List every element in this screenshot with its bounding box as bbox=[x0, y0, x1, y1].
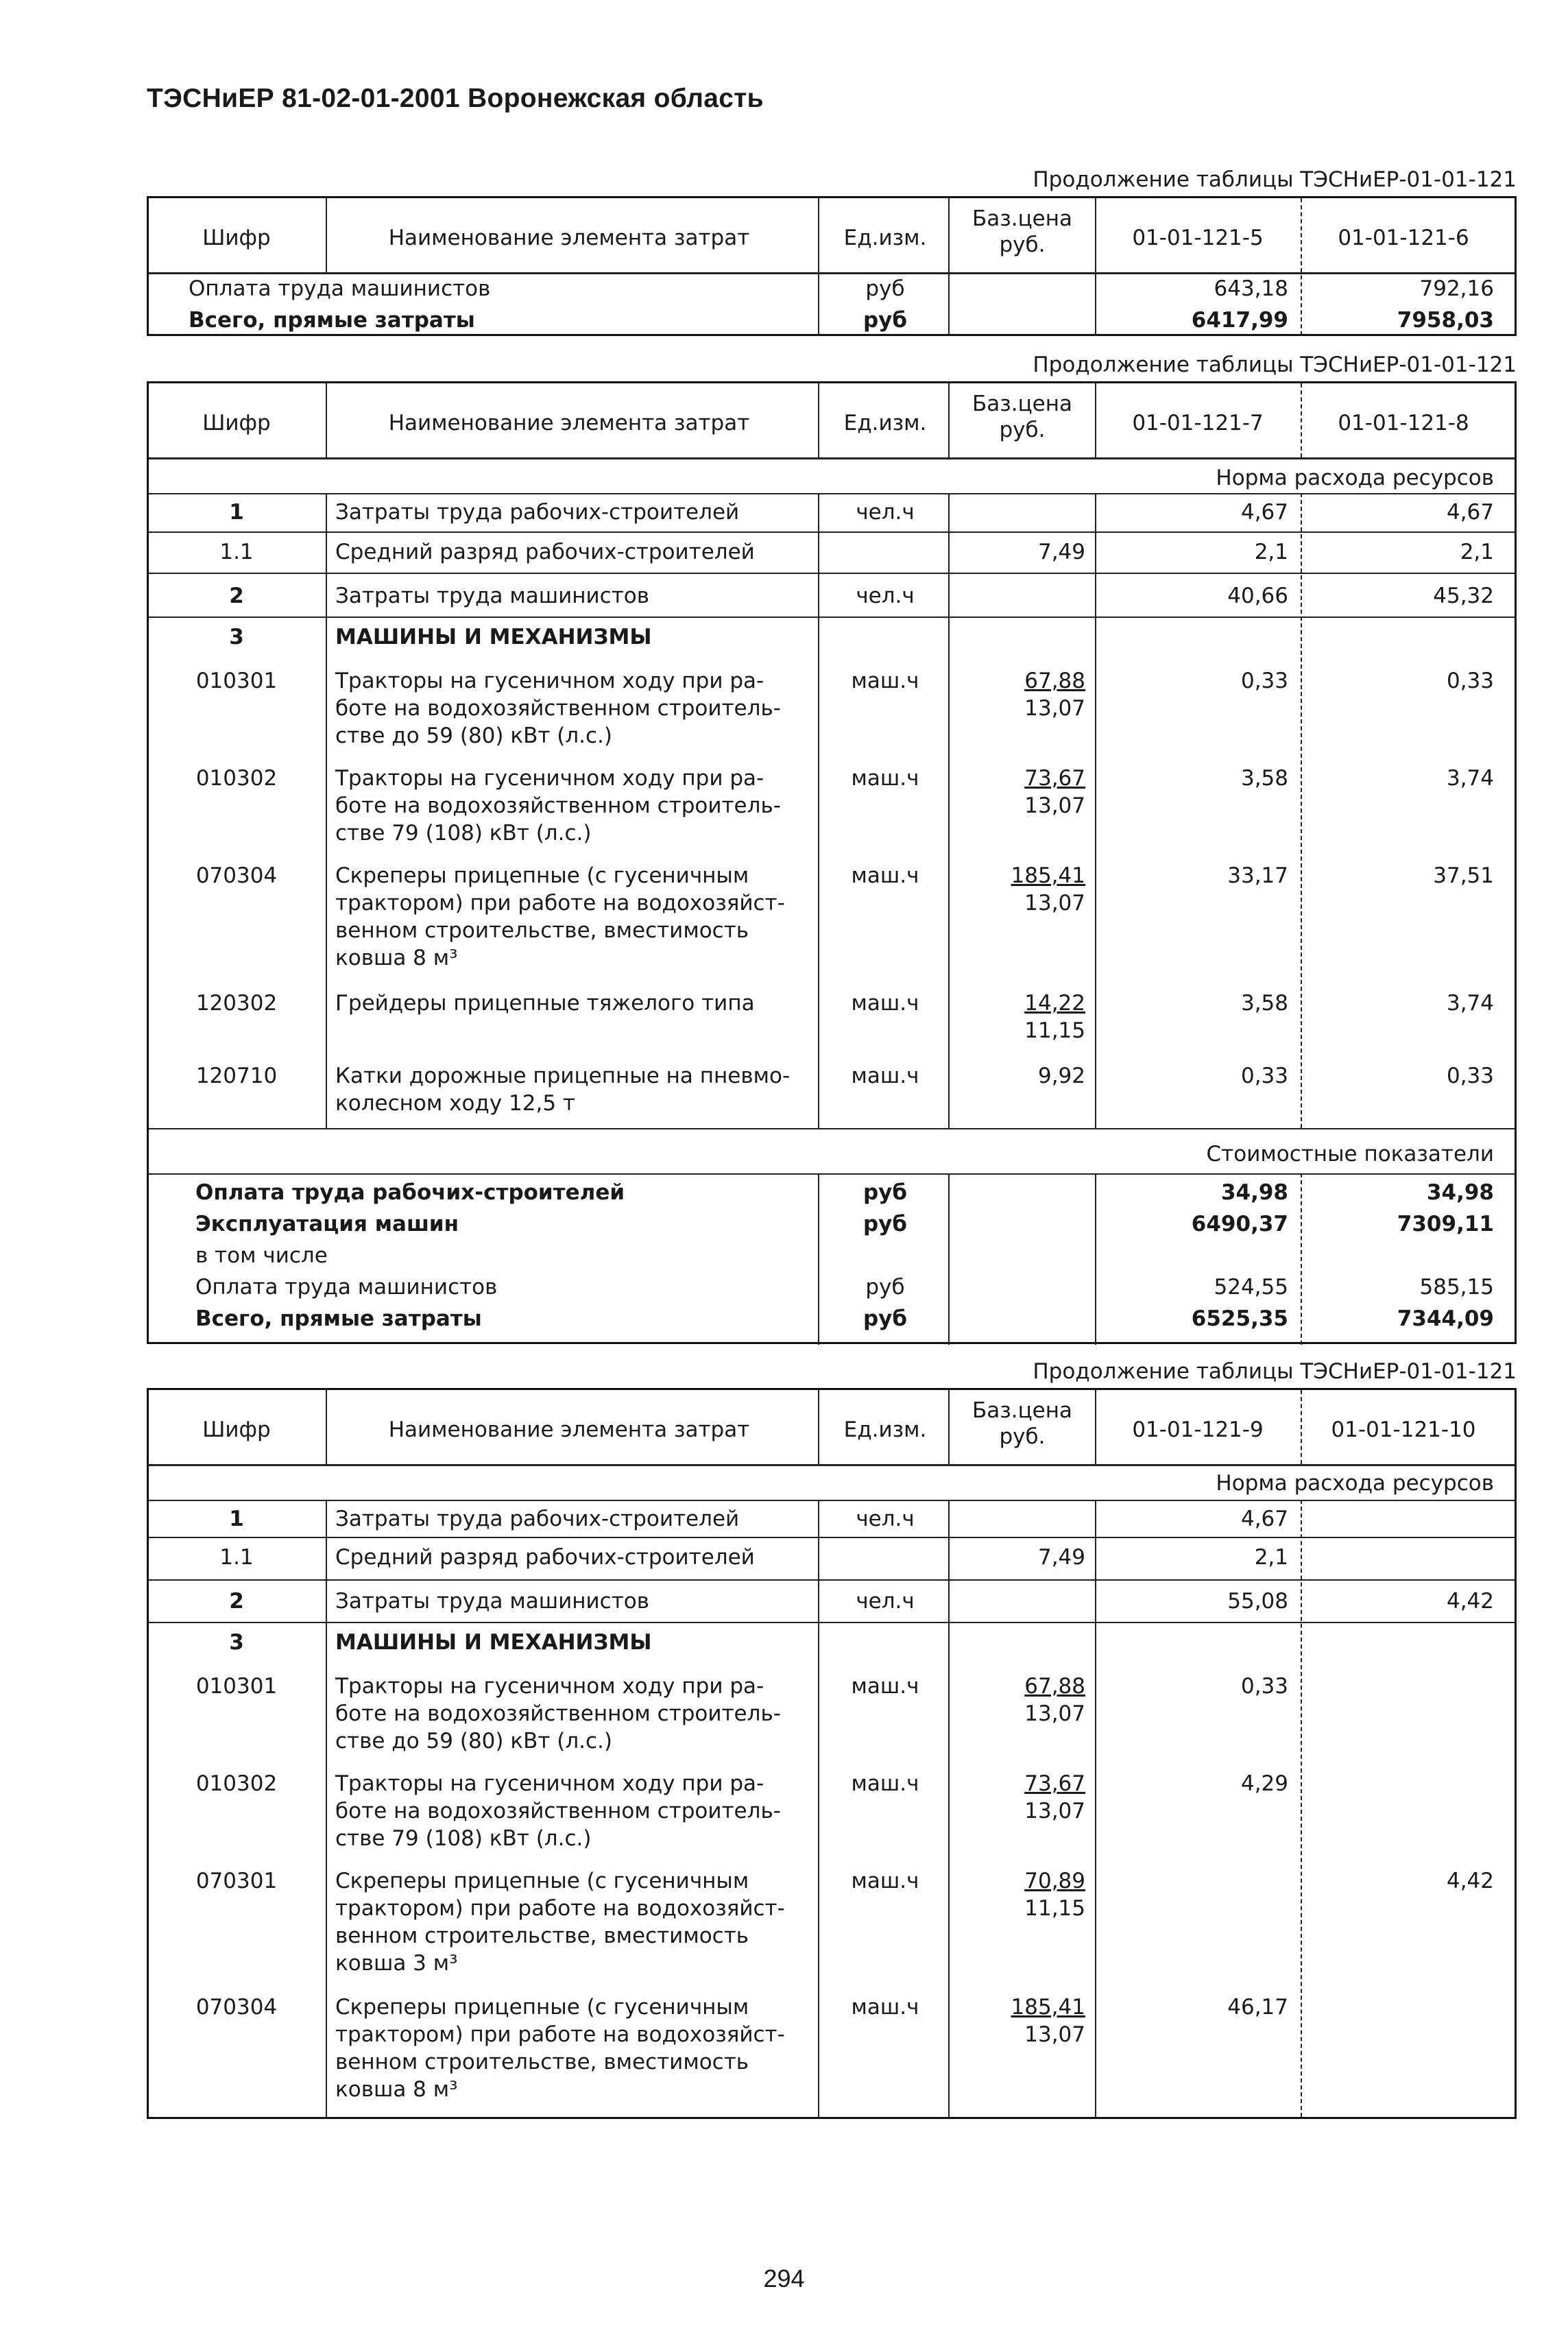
row-name: Скреперы прицепные (с гусеничным bbox=[335, 863, 749, 888]
row-price-secondary: 13,07 bbox=[1024, 793, 1085, 818]
header-price-unit: руб. bbox=[999, 232, 1046, 257]
row-value-b: 0,33 bbox=[1446, 669, 1494, 693]
column-divider bbox=[1095, 1173, 1096, 1345]
row-divider bbox=[149, 573, 1515, 574]
column-divider bbox=[818, 493, 819, 1128]
column-divider bbox=[1095, 493, 1096, 1128]
row-value-a: 40,66 bbox=[1227, 584, 1288, 608]
header-unit: Ед.изм. bbox=[843, 411, 927, 435]
row-price-secondary: 11,15 bbox=[1024, 1896, 1085, 1921]
header-col-a: 01-01-121-9 bbox=[1132, 1417, 1264, 1442]
row-name: венном строительстве, вместимость bbox=[335, 2050, 749, 2074]
total-unit: руб bbox=[865, 276, 905, 301]
row-code: 070304 bbox=[195, 1995, 278, 2020]
row-code: 070304 bbox=[195, 863, 278, 888]
total-value-a: 6490,37 bbox=[1191, 1212, 1288, 1236]
row-code: 2 bbox=[229, 1589, 244, 1614]
row-price: 14,22 bbox=[1024, 991, 1085, 1016]
table3-caption: Продолжение таблицы ТЭСНиЕР-01-01-121 bbox=[1033, 1359, 1517, 1384]
row-value-a: 4,67 bbox=[1240, 500, 1288, 525]
header-price: Баз.цена bbox=[972, 392, 1073, 416]
table2-caption: Продолжение таблицы ТЭСНиЕР-01-01-121 bbox=[1033, 352, 1517, 377]
row-code: 3 bbox=[229, 625, 244, 649]
column-divider bbox=[1095, 383, 1096, 457]
column-divider bbox=[1301, 198, 1302, 335]
row-value-a: 55,08 bbox=[1227, 1589, 1288, 1614]
row-code: 120710 bbox=[195, 1064, 278, 1088]
section-norm: Норма расхода ресурсов bbox=[1216, 1471, 1494, 1496]
row-divider bbox=[149, 1500, 1515, 1501]
row-unit: маш.ч bbox=[851, 766, 919, 791]
column-divider bbox=[1301, 1500, 1302, 2117]
row-code: 010301 bbox=[195, 669, 278, 693]
column-divider bbox=[948, 198, 950, 335]
column-divider bbox=[326, 493, 327, 1128]
row-value-a: 2,1 bbox=[1254, 1545, 1288, 1570]
row-unit: маш.ч bbox=[851, 1995, 919, 2020]
row-divider bbox=[149, 1537, 1515, 1538]
total-value-a: 34,98 bbox=[1220, 1180, 1288, 1205]
row-name: Тракторы на гусеничном ходу при ра- bbox=[335, 1674, 764, 1699]
row-value-a: 0,33 bbox=[1240, 1064, 1288, 1088]
row-code: 070301 bbox=[195, 1869, 278, 1893]
column-divider bbox=[1301, 1390, 1302, 1464]
total-unit: руб bbox=[863, 1212, 908, 1236]
row-price: 67,88 bbox=[1024, 669, 1085, 693]
row-code: 010302 bbox=[195, 1771, 278, 1796]
total-name: Оплата труда машинистов bbox=[189, 276, 491, 301]
total-name: Оплата труда рабочих-строителей bbox=[195, 1180, 625, 1205]
header-code: Шифр bbox=[202, 226, 271, 250]
column-divider bbox=[948, 383, 950, 457]
row-name: боте на водохозяйственном строитель- bbox=[335, 793, 781, 818]
row-value-b: 4,42 bbox=[1446, 1589, 1494, 1614]
header-col-b: 01-01-121-6 bbox=[1338, 226, 1469, 250]
row-name: стве до 59 (80) кВт (л.с.) bbox=[335, 1729, 612, 1753]
header-name: Наименование элемента затрат bbox=[388, 226, 750, 250]
total-value-b: 34,98 bbox=[1426, 1180, 1494, 1205]
column-divider bbox=[1095, 1500, 1096, 2117]
header-col-a: 01-01-121-5 bbox=[1132, 226, 1264, 250]
header-name: Наименование элемента затрат bbox=[388, 1417, 750, 1442]
row-code: 2 bbox=[229, 584, 244, 608]
table1-caption: Продолжение таблицы ТЭСНиЕР-01-01-121 bbox=[1033, 167, 1517, 192]
row-price: 7,49 bbox=[1037, 1545, 1085, 1570]
header-code: Шифр bbox=[202, 411, 271, 435]
row-name: колесном ходу 12,5 т bbox=[335, 1091, 575, 1116]
row-name: Тракторы на гусеничном ходу при ра- bbox=[335, 669, 764, 693]
row-code: 1.1 bbox=[219, 540, 254, 564]
row-value-a: 0,33 bbox=[1240, 669, 1288, 693]
row-code: 010301 bbox=[195, 1674, 278, 1699]
row-name: Тракторы на гусеничном ходу при ра- bbox=[335, 1771, 764, 1796]
total-value-a: 6525,35 bbox=[1191, 1306, 1288, 1331]
row-name: трактором) при работе на водохозяйст- bbox=[335, 2022, 785, 2047]
row-code: 3 bbox=[229, 1630, 244, 1655]
total-name: Всего, прямые затраты bbox=[189, 308, 475, 333]
row-divider bbox=[149, 493, 1515, 494]
row-value-a: 4,29 bbox=[1240, 1771, 1288, 1796]
header-col-b: 01-01-121-10 bbox=[1331, 1417, 1476, 1442]
column-divider bbox=[818, 1500, 819, 2117]
row-name: Затраты труда рабочих-строителей bbox=[335, 500, 740, 525]
row-unit: маш.ч bbox=[851, 1674, 919, 1699]
column-divider bbox=[326, 198, 327, 272]
row-value-b: 4,42 bbox=[1446, 1869, 1494, 1893]
row-value-a: 3,58 bbox=[1240, 991, 1288, 1016]
column-divider bbox=[326, 1390, 327, 1464]
row-price-secondary: 13,07 bbox=[1024, 891, 1085, 915]
row-divider bbox=[149, 1622, 1515, 1623]
row-divider bbox=[149, 457, 1515, 459]
row-value-b: 4,67 bbox=[1446, 500, 1494, 525]
total-name: Эксплуатация машин bbox=[195, 1212, 459, 1236]
row-name: Грейдеры прицепные тяжелого типа bbox=[335, 991, 755, 1016]
row-value-a: 4,67 bbox=[1240, 1507, 1288, 1531]
row-value-b: 3,74 bbox=[1446, 766, 1494, 791]
row-unit: маш.ч bbox=[851, 863, 919, 888]
total-name: Оплата труда машинистов bbox=[195, 1275, 498, 1300]
header-price-unit: руб. bbox=[999, 1424, 1046, 1449]
row-price: 9,92 bbox=[1037, 1064, 1085, 1088]
row-price: 70,89 bbox=[1024, 1869, 1085, 1893]
column-divider bbox=[948, 1173, 950, 1345]
row-name: трактором) при работе на водохозяйст- bbox=[335, 1896, 785, 1921]
row-price: 7,49 bbox=[1037, 540, 1085, 564]
total-value-a: 643,18 bbox=[1214, 276, 1288, 301]
total-unit: руб bbox=[863, 1180, 908, 1205]
row-name: Затраты труда машинистов bbox=[335, 584, 650, 608]
row-price-secondary: 13,07 bbox=[1024, 696, 1085, 721]
row-divider bbox=[149, 531, 1515, 533]
row-value-b: 37,51 bbox=[1433, 863, 1494, 888]
row-value-b: 2,1 bbox=[1460, 540, 1494, 564]
row-name: МАШИНЫ И МЕХАНИЗМЫ bbox=[335, 625, 652, 649]
row-name: стве до 59 (80) кВт (л.с.) bbox=[335, 723, 612, 748]
header-name: Наименование элемента затрат bbox=[388, 411, 750, 435]
cost-table-3 bbox=[147, 1388, 1517, 2119]
row-price: 67,88 bbox=[1024, 1674, 1085, 1699]
row-value-b: 0,33 bbox=[1446, 1064, 1494, 1088]
header-unit: Ед.изм. bbox=[843, 1417, 927, 1442]
total-name: в том числе bbox=[195, 1243, 328, 1268]
total-value-b: 792,16 bbox=[1419, 276, 1494, 301]
row-code: 1.1 bbox=[219, 1545, 254, 1570]
cost-table-2 bbox=[147, 381, 1517, 1344]
column-divider bbox=[948, 493, 950, 1128]
row-name: трактором) при работе на водохозяйст- bbox=[335, 891, 785, 915]
row-value-a: 33,17 bbox=[1227, 863, 1288, 888]
row-code: 120302 bbox=[195, 991, 278, 1016]
row-value-a: 2,1 bbox=[1254, 540, 1288, 564]
row-price-secondary: 13,07 bbox=[1024, 2022, 1085, 2047]
row-price: 73,67 bbox=[1024, 766, 1085, 791]
header-price: Баз.цена bbox=[972, 206, 1073, 231]
column-divider bbox=[1301, 493, 1302, 1128]
row-unit: маш.ч bbox=[851, 1869, 919, 1893]
column-divider bbox=[1301, 383, 1302, 457]
row-name: Средний разряд рабочих-строителей bbox=[335, 1545, 755, 1570]
column-divider bbox=[818, 1173, 819, 1345]
row-name: ковша 3 м³ bbox=[335, 1951, 458, 1976]
header-price-unit: руб. bbox=[999, 418, 1046, 442]
row-price-secondary: 11,15 bbox=[1024, 1018, 1085, 1043]
header-unit: Ед.изм. bbox=[843, 226, 927, 250]
column-divider bbox=[1301, 1173, 1302, 1345]
header-price: Баз.цена bbox=[972, 1398, 1073, 1423]
cost-table-1 bbox=[147, 196, 1517, 336]
row-unit: чел.ч bbox=[856, 584, 915, 608]
column-divider bbox=[818, 383, 819, 457]
row-name: стве 79 (108) кВт (л.с.) bbox=[335, 1826, 592, 1851]
header-col-a: 01-01-121-7 bbox=[1132, 411, 1264, 435]
row-name: Тракторы на гусеничном ходу при ра- bbox=[335, 766, 764, 791]
header-col-b: 01-01-121-8 bbox=[1338, 411, 1469, 435]
page-number: 294 bbox=[763, 2264, 805, 2292]
document-title: ТЭСНиЕР 81-02-01-2001 Воронежская область bbox=[147, 84, 764, 113]
column-divider bbox=[326, 383, 327, 457]
total-value-a: 524,55 bbox=[1214, 1275, 1288, 1300]
row-name: Затраты труда машинистов bbox=[335, 1589, 650, 1614]
total-value-b: 7344,09 bbox=[1397, 1306, 1494, 1331]
row-divider bbox=[149, 1128, 1515, 1129]
row-code: 1 bbox=[229, 500, 244, 525]
row-value-b: 3,74 bbox=[1446, 991, 1494, 1016]
total-value-b: 585,15 bbox=[1419, 1275, 1494, 1300]
row-unit: маш.ч bbox=[851, 1064, 919, 1088]
total-name: Всего, прямые затраты bbox=[195, 1306, 482, 1331]
section-norm: Норма расхода ресурсов bbox=[1216, 466, 1494, 490]
row-divider bbox=[149, 272, 1515, 274]
row-unit: чел.ч bbox=[856, 1507, 915, 1531]
row-price: 185,41 bbox=[1011, 1995, 1085, 2020]
column-divider bbox=[948, 1390, 950, 1464]
total-unit: руб bbox=[863, 308, 908, 333]
row-price: 185,41 bbox=[1011, 863, 1085, 888]
column-divider bbox=[1095, 1390, 1096, 1464]
row-divider bbox=[149, 1173, 1515, 1175]
row-name: ковша 8 м³ bbox=[335, 946, 458, 970]
row-name: МАШИНЫ И МЕХАНИЗМЫ bbox=[335, 1630, 652, 1655]
column-divider bbox=[948, 1500, 950, 2117]
section-cost: Стоимостные показатели bbox=[1206, 1142, 1494, 1166]
row-unit: чел.ч bbox=[856, 1589, 915, 1614]
column-divider bbox=[818, 198, 819, 335]
row-name: венном строительстве, вместимость bbox=[335, 1924, 749, 1948]
row-name: боте на водохозяйственном строитель- bbox=[335, 696, 781, 721]
column-divider bbox=[1095, 198, 1096, 335]
row-value-b: 45,32 bbox=[1433, 584, 1494, 608]
total-value-b: 7958,03 bbox=[1397, 308, 1494, 333]
row-value-a: 46,17 bbox=[1227, 1995, 1288, 2020]
total-unit: руб bbox=[865, 1275, 905, 1300]
row-unit: чел.ч bbox=[856, 500, 915, 525]
row-unit: маш.ч bbox=[851, 669, 919, 693]
row-name: боте на водохозяйственном строитель- bbox=[335, 1701, 781, 1726]
total-value-a: 6417,99 bbox=[1191, 308, 1288, 333]
row-price-secondary: 13,07 bbox=[1024, 1701, 1085, 1726]
row-unit: маш.ч bbox=[851, 991, 919, 1016]
row-value-a: 3,58 bbox=[1240, 766, 1288, 791]
header-code: Шифр bbox=[202, 1417, 271, 1442]
row-name: ковша 8 м³ bbox=[335, 2077, 458, 2102]
row-price-secondary: 13,07 bbox=[1024, 1799, 1085, 1823]
row-divider bbox=[149, 1464, 1515, 1466]
row-code: 010302 bbox=[195, 766, 278, 791]
row-name: стве 79 (108) кВт (л.с.) bbox=[335, 821, 592, 846]
total-unit: руб bbox=[863, 1306, 908, 1331]
row-code: 1 bbox=[229, 1507, 244, 1531]
row-value-a: 0,33 bbox=[1240, 1674, 1288, 1699]
column-divider bbox=[326, 1500, 327, 2117]
row-price: 73,67 bbox=[1024, 1771, 1085, 1796]
row-name: боте на водохозяйственном строитель- bbox=[335, 1799, 781, 1823]
row-name: венном строительстве, вместимость bbox=[335, 918, 749, 943]
row-divider bbox=[149, 1579, 1515, 1581]
row-name: Катки дорожные прицепные на пневмо- bbox=[335, 1064, 791, 1088]
total-value-b: 7309,11 bbox=[1397, 1212, 1494, 1236]
row-divider bbox=[149, 616, 1515, 618]
row-unit: маш.ч bbox=[851, 1771, 919, 1796]
row-name: Скреперы прицепные (с гусеничным bbox=[335, 1869, 749, 1893]
row-name: Затраты труда рабочих-строителей bbox=[335, 1507, 740, 1531]
row-name: Скреперы прицепные (с гусеничным bbox=[335, 1995, 749, 2020]
column-divider bbox=[818, 1390, 819, 1464]
row-name: Средний разряд рабочих-строителей bbox=[335, 540, 755, 564]
